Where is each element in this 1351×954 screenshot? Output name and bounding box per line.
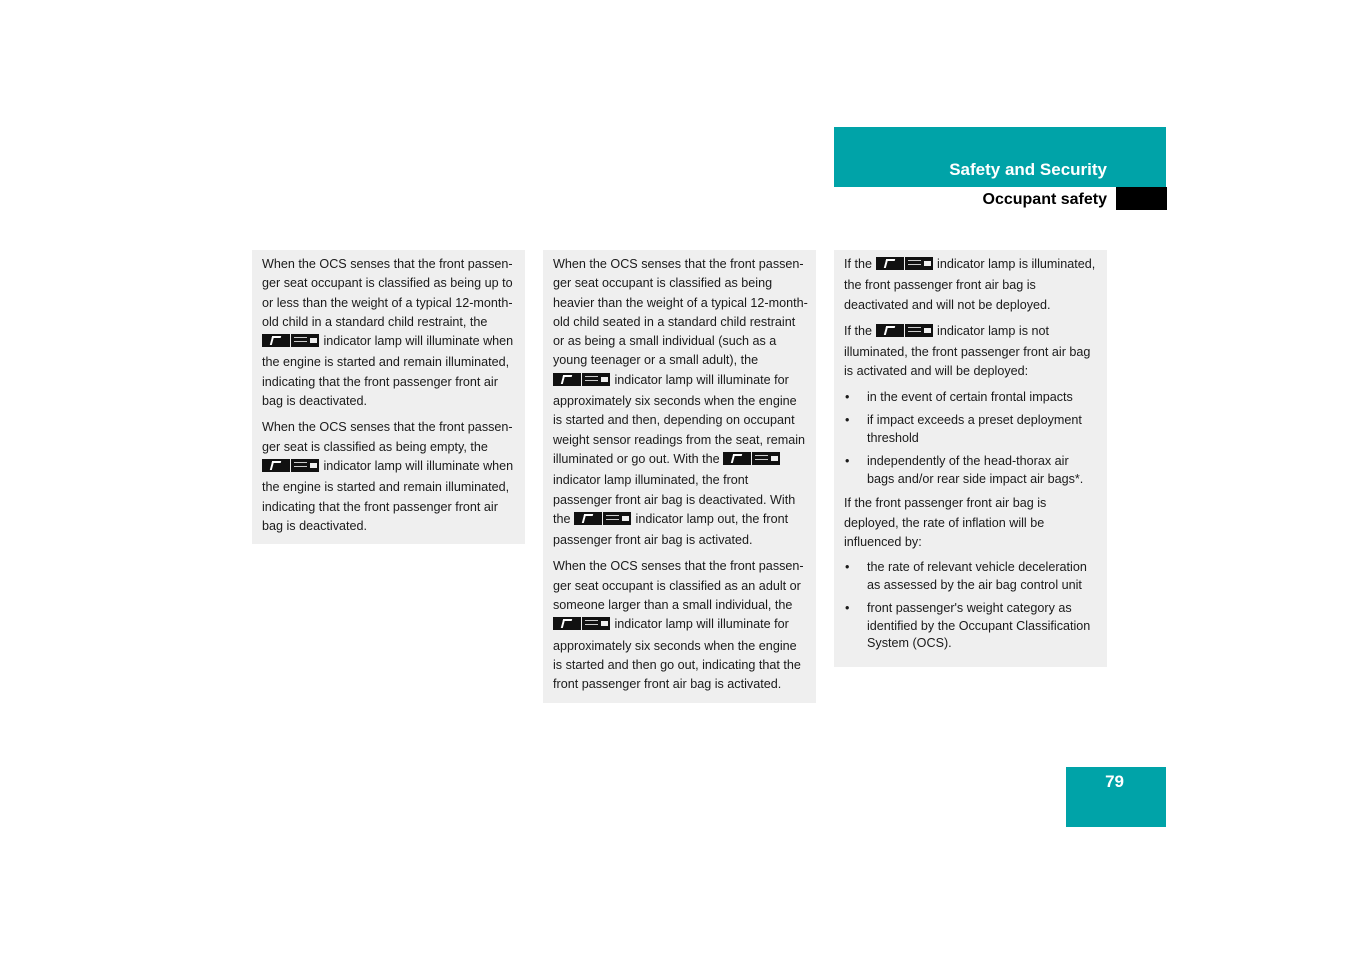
text-column-1 [252, 250, 525, 544]
list-item: • in the event of certain frontal impacts [844, 389, 1099, 407]
paragraph [844, 255, 1099, 315]
text: indicator lamp will illuminate when the engine is started and remain illuminated, indicating that the front passenger front air bag is deactivated. [262, 334, 514, 409]
text: When the OCS senses that the front passenger seat is classified as being empty, the [262, 420, 513, 454]
deployment-conditions-list [844, 389, 1099, 489]
paragraph: If the front passenger front air bag is deployed, the rate of inflation will be influenced by: [844, 496, 1047, 549]
paragraph [262, 255, 517, 411]
text-column-3 [834, 250, 1107, 667]
passenger-air-bag-off-indicator-icon [262, 334, 320, 353]
page-number: 79 [1105, 772, 1124, 791]
paragraph [553, 255, 808, 550]
text: When the OCS senses that the front passenger seat occupant is classified as an adult or someone larger than a small individual, the [553, 559, 804, 613]
passenger-air-bag-off-indicator-icon [723, 452, 781, 471]
subsection-title: Occupant safety [982, 191, 1107, 208]
list-item: • independently of the head-thorax air bags and/or rear side impact air bags*. [844, 453, 1099, 488]
text-column-2 [543, 250, 816, 703]
passenger-air-bag-off-indicator-icon [553, 617, 611, 636]
list-item: • front passenger's weight category as identified by the Occupant Classification System (OCS). [844, 600, 1099, 653]
text: If the [844, 323, 873, 338]
passenger-air-bag-off-indicator-icon [876, 324, 934, 343]
text: indicator lamp out, the front passenger front air bag is activated. [553, 511, 789, 548]
section-title: Safety and Security [949, 160, 1107, 179]
paragraph [262, 418, 517, 536]
list-item: • the rate of relevant vehicle deceleration as assessed by the air bag control unit [844, 559, 1099, 594]
inflation-factors-list [844, 559, 1099, 653]
text: indicator lamp will illuminate when the engine is started and remain illuminated, indicating that the front passenger front air bag is deactivated. [262, 458, 514, 533]
text: When the OCS senses that the front passenger seat occupant is classified as being heavier than the weight of a typical 12-month-old child seated in a standard child restraint or as being a small individual (such as a young teenager or a small adult), the [553, 257, 808, 368]
text: indicator lamp will illuminate for approximately six seconds when the engine is started and then, depending on occupant weight sensor readings from the seat, remain illuminated or go out. With the [553, 372, 805, 466]
text: indicator lamp will illuminate for approximately six seconds when the engine is started and then go out, indicating that the front passenger front air bag is activated. [553, 617, 801, 692]
passenger-air-bag-off-indicator-icon [876, 257, 934, 276]
section-tab-marker [1116, 187, 1167, 210]
passenger-air-bag-off-indicator-icon [262, 459, 320, 478]
text: indicator lamp is illuminated, the front passenger front air bag is deactivated and will not be deployed. [844, 257, 1096, 312]
paragraph [844, 322, 1099, 382]
text: If the [844, 257, 873, 271]
text: indicator lamp illuminated, the front passenger front air bag is deactivated. With the [553, 473, 796, 526]
passenger-air-bag-off-indicator-icon [553, 373, 611, 392]
list-item: • if impact exceeds a preset deployment threshold [844, 412, 1099, 447]
passenger-air-bag-off-indicator-icon [574, 512, 632, 531]
text: When the OCS senses that the front passenger seat occupant is classified as being up to or less than the weight of a typical 12-month-old child in a standard child restraint, the [262, 257, 513, 329]
paragraph [553, 557, 808, 694]
text: indicator lamp is not illuminated, the front passenger front air bag is activated and will be deployed: [844, 323, 1091, 379]
